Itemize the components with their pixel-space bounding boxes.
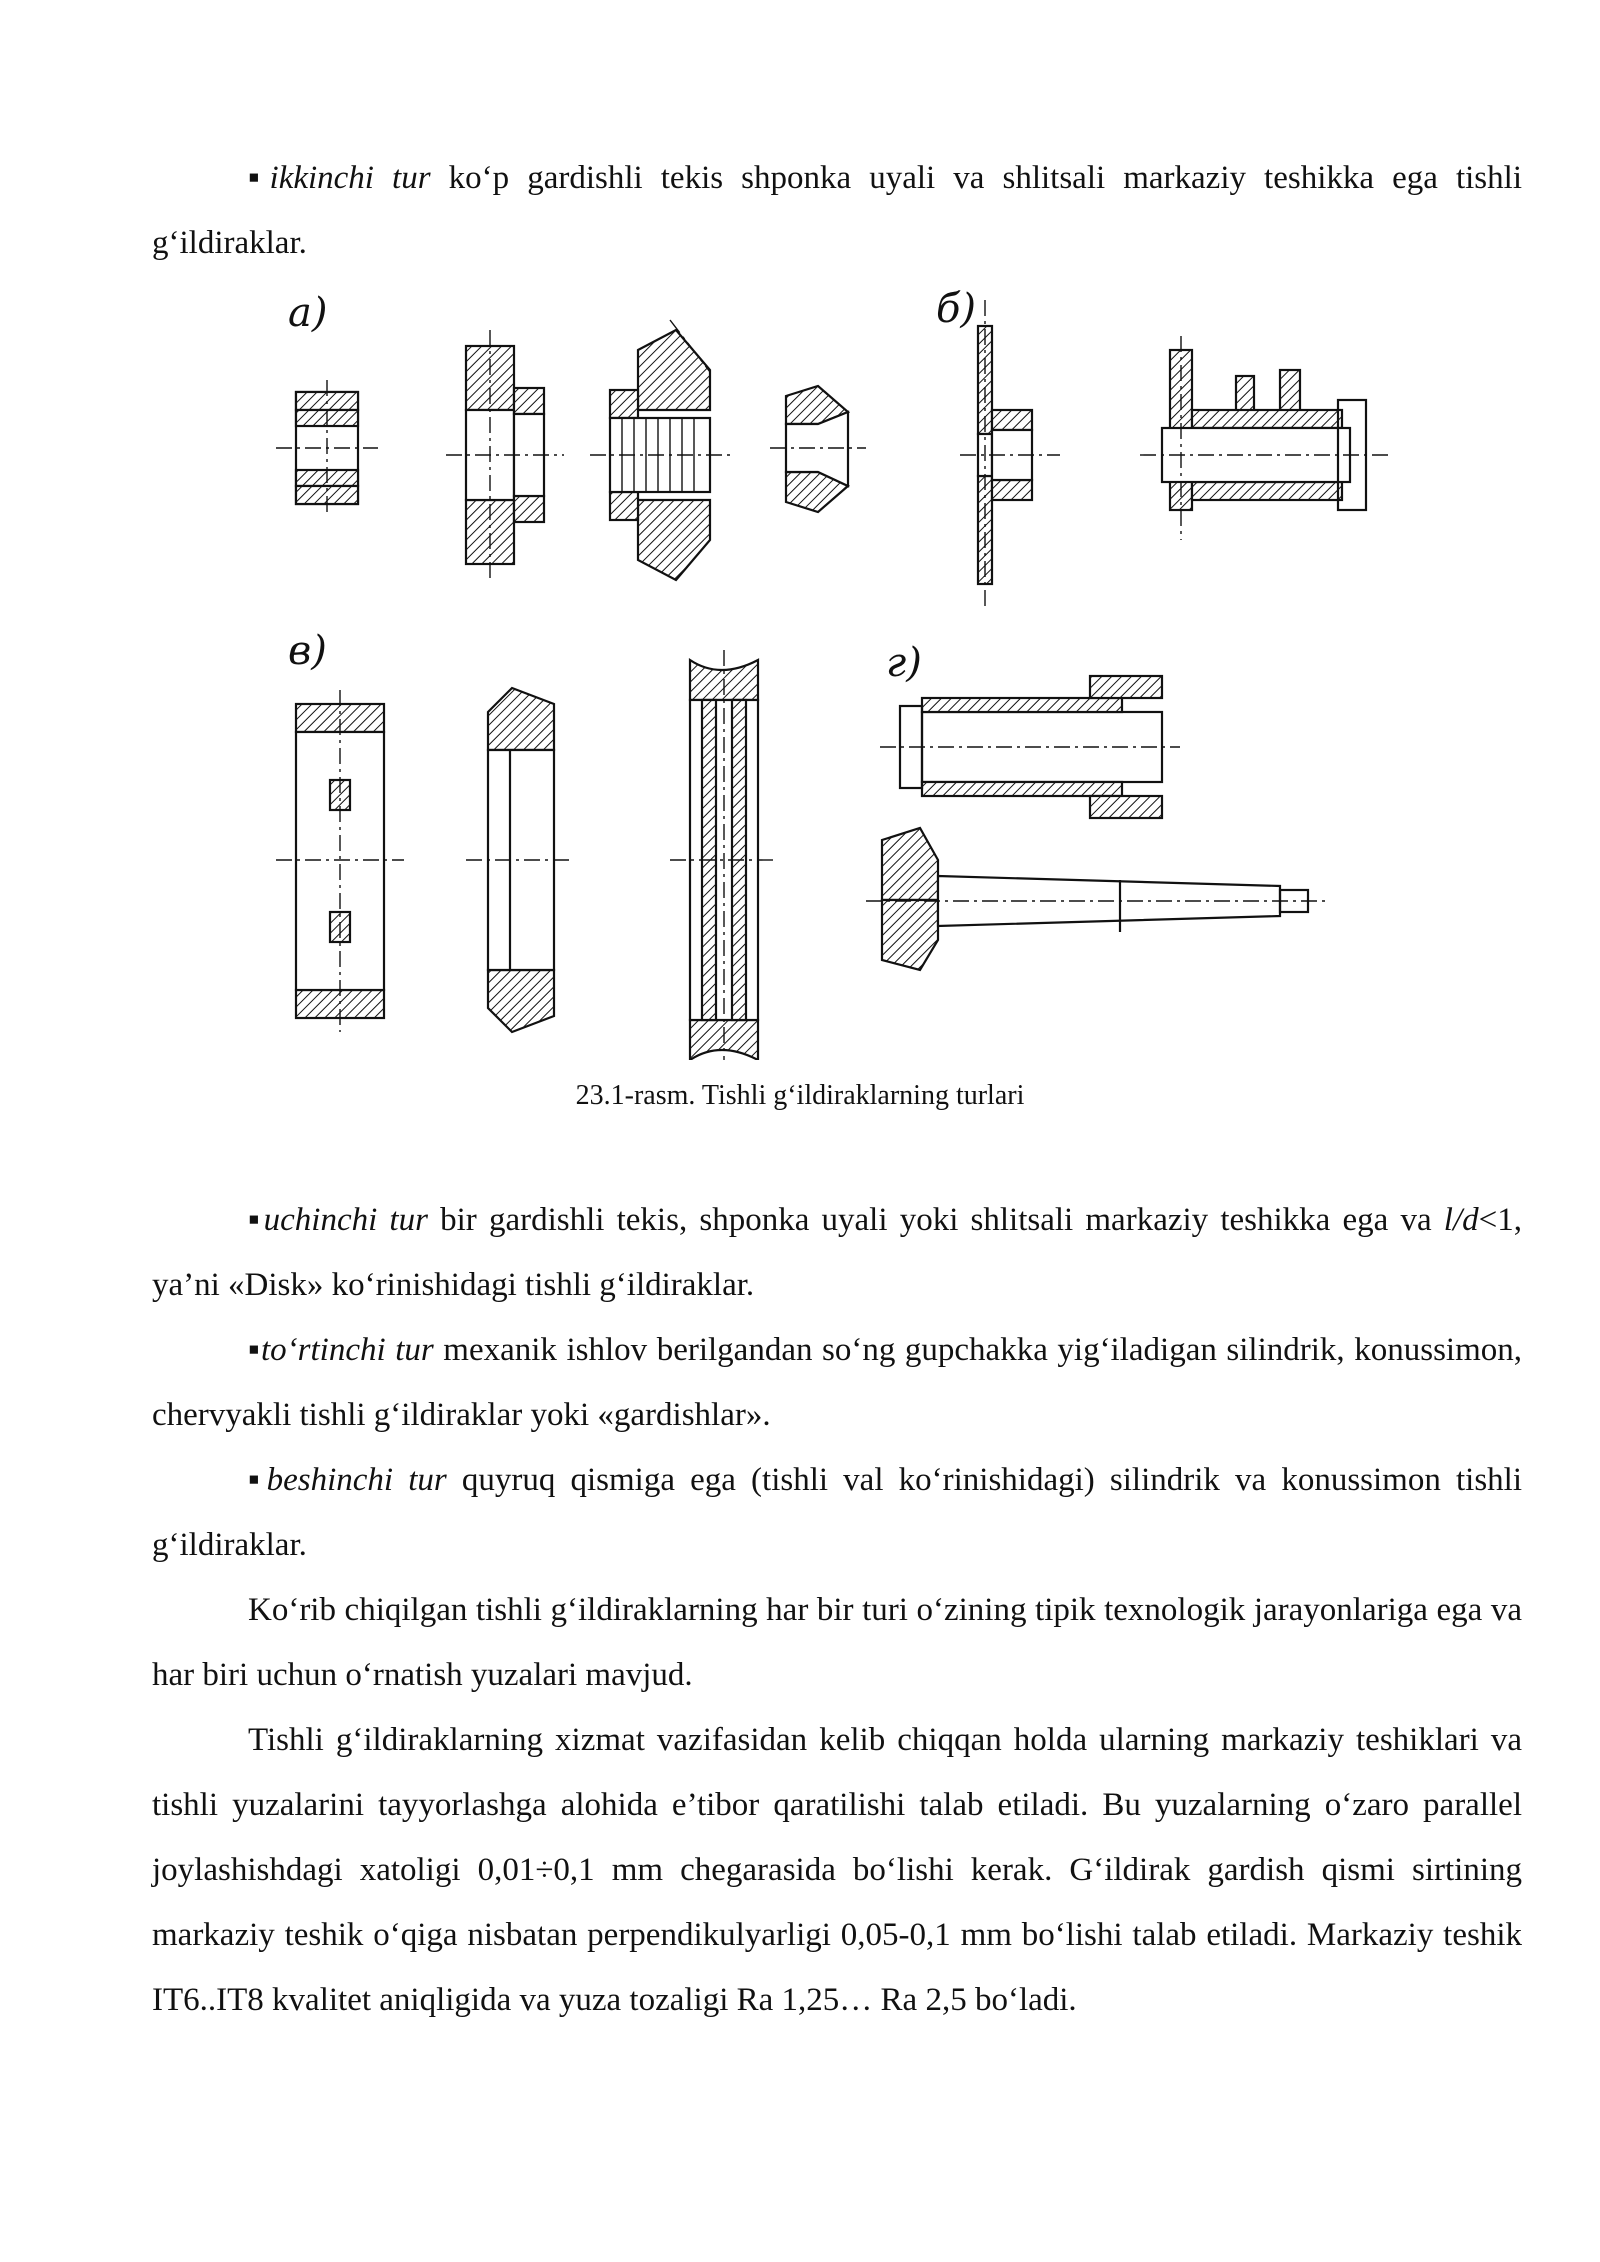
ratio-ld: l/d	[1443, 1202, 1479, 1238]
figure-label-a: а)	[288, 290, 328, 336]
paragraph-tipik-jarayonlar: Ko‘rib chiqilgan tishli g‘ildiraklarning har bir turi o‘zining tipik texnologik jarayonlariga ega va har biri uchun o‘rnatish yuzalari mavjud.	[152, 1592, 1522, 1693]
gear-drawing-g1	[880, 676, 1180, 818]
gear-drawing-a1	[276, 380, 378, 516]
figure-label-g: г)	[886, 640, 922, 686]
bullet-marker: ▪	[248, 160, 270, 196]
term-beshinchi-tur: beshinchi tur	[266, 1462, 447, 1498]
figure-label-v: в)	[288, 628, 327, 674]
figure-label-b: б)	[936, 286, 977, 332]
paragraph-ikkinchi-tur	[152, 146, 1522, 276]
paragraph-text: quyruq qismiga ega (tishli val ko‘rinishidagi) silindrik va konussimon tishli g‘ildiraklar.	[152, 1462, 1523, 1563]
bullet-marker: ▪	[248, 1202, 264, 1238]
bullet-marker: ▪	[248, 1332, 262, 1368]
gear-types-figure	[270, 280, 1410, 1060]
paragraph-text: <1, ya’ni «Disk» ko‘rinishidagi tishli g‘ildiraklar.	[152, 1202, 1522, 1303]
paragraph-text: ko‘p gardishli tekis shponka uyali va shlitsali markaziy teshikka ega tishli g‘ildiraklar.	[152, 160, 1522, 261]
figure-caption: 23.1-rasm. Tishli g‘ildiraklarning turlari	[575, 1080, 1025, 1111]
gear-drawing-b2	[1140, 336, 1390, 540]
paragraph-beshinchi-tur	[152, 1448, 1522, 1578]
gear-drawing-g2	[866, 828, 1330, 970]
gear-drawing-v1	[276, 690, 404, 1032]
paragraph-text: bir gardishli tekis, shponka uyali yoki shlitsali markaziy teshikka ega va	[427, 1202, 1444, 1238]
bullet-marker: ▪	[248, 1462, 267, 1498]
paragraph-uchinchi-tur	[152, 1188, 1522, 1318]
gear-drawing-v2	[466, 688, 574, 1032]
gear-drawing-b1	[960, 300, 1060, 610]
term-uchinchi-tur: uchinchi tur	[263, 1202, 428, 1238]
term-ikkinchi-tur: ikkinchi tur	[269, 160, 431, 196]
paragraph-tortinchi-tur	[152, 1318, 1522, 1448]
paragraph-text: mexanik ishlov berilgandan so‘ng gupchakka yig‘iladigan silindrik, konussimon, chervyakli tishli g‘ildiraklar yoki «gardishlar».	[152, 1332, 1522, 1433]
gear-drawing-a4	[770, 386, 866, 512]
paragraph-talablar: Tishli g‘ildiraklarning xizmat vazifasidan kelib chiqqan holda ularning markaziy teshiklari va tishli yuzalarini tayyorlashga alohida e’tibor qaratilishi talab etiladi. Bu yuzalarning o‘zaro parallel joylashishdagi xatoligi 0,01÷0,1 mm chegarasida bo‘lishi kerak. G‘ildirak gardish qismi sirtining markaziy teshik o‘qiga nisbatan perpendikulyarligi 0,05-0,1 mm bo‘lishi talab etiladi. Markaziy teshik IT6..IT8 kvalitet aniqligida va yuza tozaligi Ra 1,25… Ra 2,5 bo‘ladi.	[152, 1722, 1522, 2018]
term-tortinchi-tur: to‘rtinchi tur	[261, 1332, 434, 1368]
gear-drawing-a3	[590, 320, 730, 580]
gear-drawing-a2	[446, 330, 564, 580]
gear-drawing-v3	[670, 650, 778, 1060]
